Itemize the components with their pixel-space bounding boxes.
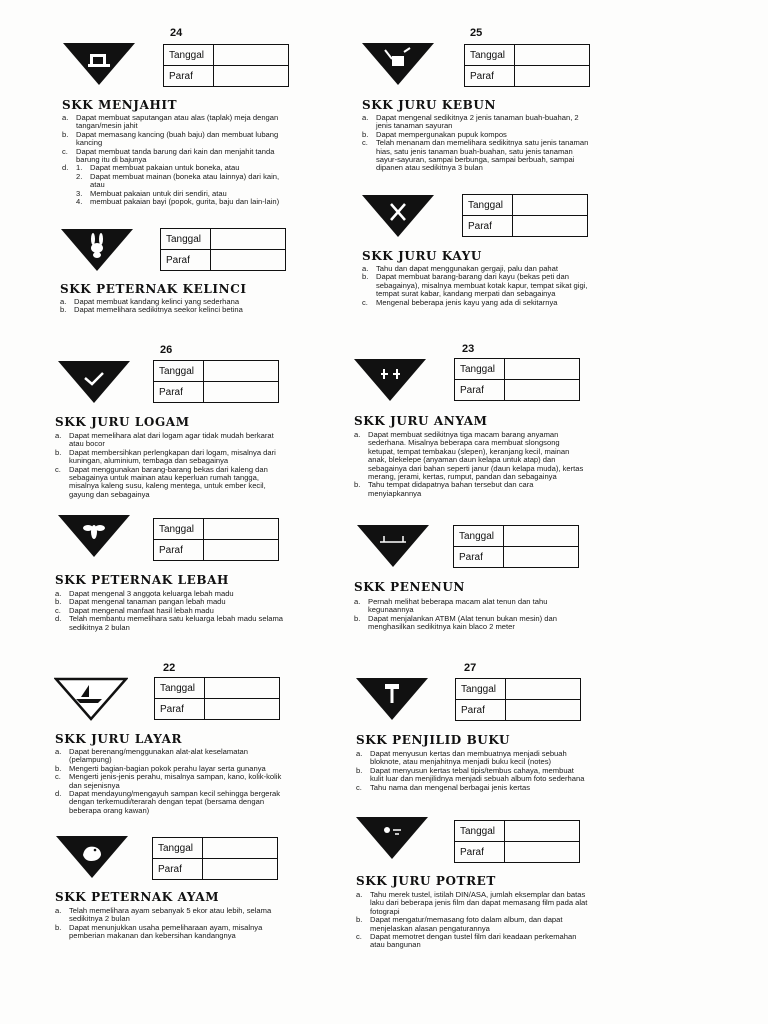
list-item: a. Dapat mengenal sedikitnya 2 jenis tanaman buah-buahan, 2 jenis tanaman sayuran (362, 113, 579, 131)
tanggal-label: Tanggal (456, 679, 506, 700)
requirements-list (362, 265, 594, 307)
list-item: d. Dapat mendayung/mengayuh sampan kecil sehingga bergerak dengan terkemudi/terarah dengan tepat (bersama dengan beberapa orang kawan) (55, 789, 281, 815)
skk-title: SKK PETERNAK LEBAH (55, 573, 229, 587)
list-item: b. Dapat menyusun kertas tebal tipis/tembus cahaya, membuat kulit luar dan menjilidnya menjadi sebuah album foto sederhana (356, 765, 585, 784)
paraf-label: Paraf (456, 700, 506, 721)
signature-table (163, 44, 289, 87)
requirements-list (55, 907, 287, 941)
paraf-field[interactable] (505, 842, 580, 863)
requirements-list (60, 298, 300, 315)
tanggal-field[interactable] (505, 359, 580, 380)
tanggal-label: Tanggal (455, 821, 505, 842)
paraf-field[interactable] (214, 66, 289, 87)
metal-tools-icon (57, 360, 131, 404)
list-item: b. Dapat menunjukkan usaha pemeliharaan ayam, misalnya pemberian makanan dan kebersihan kandangnya (55, 922, 263, 941)
tanggal-field[interactable] (203, 838, 278, 859)
sailboat-icon (54, 677, 128, 721)
tanggal-label: Tanggal (155, 678, 205, 699)
sewing-machine-icon (62, 42, 136, 86)
bee-icon (57, 514, 131, 558)
chicken-icon (55, 835, 129, 879)
tanggal-label: Tanggal (154, 361, 204, 382)
badge-juru-kebun (361, 42, 435, 86)
list-item: a. Tahu dan dapat menggunakan gergaji, palu dan pahat (362, 264, 558, 273)
paraf-field[interactable] (211, 250, 286, 271)
requirements-list (356, 891, 588, 950)
tanggal-label: Tanggal (154, 519, 204, 540)
badge-penjilid-buku (355, 677, 429, 721)
tanggal-label: Tanggal (454, 526, 504, 547)
requirements-list (354, 598, 586, 632)
list-item: b. Tahu tempat didapatnya bahan tersebut dan cara menyiapkannya (354, 480, 534, 498)
list-item: b. Dapat mempergunakan pupuk kompos (362, 129, 507, 139)
badge-juru-anyam (353, 358, 427, 402)
paraf-label: Paraf (153, 859, 203, 880)
skk-title: SKK MENJAHIT (62, 98, 178, 112)
list-item: b. Dapat mengatur/memasang foto dalam album, dan dapat menjelaskan alasan pengaturannya (356, 915, 563, 933)
badge-juru-layar (54, 677, 128, 721)
tanggal-field[interactable] (505, 821, 580, 842)
list-item: b. Dapat menjalankan ATBM (Alat tenun bukan mesin) dan menghasilkan sedikitnya kain blaco 2 meter (354, 613, 557, 632)
signature-table (152, 837, 278, 880)
skk-title: SKK PETERNAK KELINCI (60, 282, 247, 296)
list-item: c. Dapat memotret dengan tustel film dari keadaan perkemahan atau bangunan (356, 932, 577, 950)
tanggal-field[interactable] (214, 45, 289, 66)
crossed-tools-icon (361, 194, 435, 238)
paraf-field[interactable] (515, 66, 590, 87)
skk-title: SKK JURU LAYAR (55, 732, 183, 746)
list-item: b. Dapat membersihkan perlengkapan dari logam, misalnya dari kuningan, aluminium, tembaga dan sebagainya (55, 447, 276, 466)
badge-peternak-kelinci (60, 228, 134, 272)
badge-penenun (356, 524, 430, 568)
skk-title: SKK JURU POTRET (356, 874, 496, 888)
skk-title: SKK JURU ANYAM (354, 414, 488, 428)
list-item: d. 1. Dapat membuat pakaian untuk boneka, atau 2. Dapat membuat mainan (boneka atau lainnya) dari kain, atau 3. Membuat pakaian untuk diri sendiri, atau 4. membuat pakaian bayi (popok, gurita, baju dan lain-lain) (62, 163, 280, 207)
list-item: a. Tahu merek tustel, istilah DIN/ASA, jumlah eksemplar dan batas laku dari beberapa jenis film dan dapat memasang film pada alat fotograpi (356, 890, 588, 916)
paraf-label: Paraf (164, 66, 214, 87)
list-item: a. Dapat memelihara alat dari logam agar tidak mudah berkarat atau bocor (55, 431, 274, 449)
requirements-list (55, 748, 287, 815)
list-item: a. Telah memelihara ayam sebanyak 5 ekor atau lebih, selama sedikitnya 2 bulan (55, 906, 272, 924)
watering-can-icon (361, 42, 435, 86)
skk-title: SKK PETERNAK AYAM (55, 890, 220, 904)
signature-table (154, 677, 280, 720)
page-number: 27 (464, 662, 477, 674)
tanggal-field[interactable] (205, 678, 280, 699)
paraf-field[interactable] (204, 540, 279, 561)
badge-peternak-lebah (57, 514, 131, 558)
loom-icon (356, 524, 430, 568)
paraf-label: Paraf (463, 216, 513, 237)
paraf-label: Paraf (455, 842, 505, 863)
list-item: c. Tahu nama dan mengenal berbagai jenis kertas (356, 782, 530, 792)
signature-table (455, 678, 581, 721)
list-item: b. Dapat memasang kancing (buah baju) dan membuat lubang kancing (62, 129, 279, 148)
list-item: a. Dapat membuat kandang kelinci yang sederhana (60, 297, 240, 306)
list-item: b. Mengerti bagian-bagian pokok perahu layar serta gunanya (55, 763, 266, 773)
badge-juru-potret (355, 816, 429, 860)
requirements-list (55, 590, 287, 632)
requirements-list (356, 750, 588, 792)
signature-table (454, 820, 580, 863)
rabbit-icon (60, 228, 134, 272)
list-item: a. Pernah melihat beberapa macam alat tenun dan tahu kegunaannya (354, 597, 548, 615)
tanggal-label: Tanggal (164, 45, 214, 66)
camera-icon (355, 816, 429, 860)
list-item: a. Dapat membuat saputangan atau alas (taplak) meja dengan tangan/mesin jahit (62, 113, 279, 131)
list-item: c. Mengenal beberapa jenis kayu yang ada di sekitarnya (362, 297, 558, 307)
page-number: 24 (170, 27, 183, 39)
paraf-field[interactable] (504, 547, 579, 568)
paraf-label: Paraf (454, 547, 504, 568)
tanggal-label: Tanggal (161, 229, 211, 250)
page-number: 23 (462, 343, 475, 355)
tanggal-label: Tanggal (463, 195, 513, 216)
tanggal-field[interactable] (504, 526, 579, 547)
page-number: 22 (163, 662, 176, 674)
list-item: c. Dapat menggunakan barang-barang bekas dari kaleng dan sebagainya untuk mainan atau keperluan rumah tangga, misalnya kaleng susu, kaleng mentega, untuk ember kecil, gayung dan sebagainya (55, 464, 268, 499)
signature-table (454, 358, 580, 401)
paraf-field[interactable] (505, 380, 580, 401)
tanggal-label: Tanggal (455, 359, 505, 380)
skk-title: SKK JURU LOGAM (55, 415, 190, 429)
skk-title: SKK PENENUN (354, 580, 465, 594)
signature-table (160, 228, 286, 271)
signature-table (153, 360, 279, 403)
skk-title: SKK JURU KAYU (362, 249, 482, 263)
list-item: b. Dapat membuat barang-barang dari kayu (bekas peti dan sebagainya), misalnya membuat kotak kapur, tempat sikat gigi, tempat surat kabar, kandang merpati dan sebagainya (362, 272, 588, 299)
paraf-field[interactable] (203, 859, 278, 880)
tanggal-label: Tanggal (465, 45, 515, 66)
list-item: b. Dapat memelihara sedikitnya seekor kelinci betina (60, 305, 243, 315)
requirements-list (55, 432, 287, 499)
paraf-field[interactable] (205, 699, 280, 720)
signature-table (462, 194, 588, 237)
paraf-label: Paraf (155, 699, 205, 720)
paraf-label: Paraf (161, 250, 211, 271)
list-item: a. Dapat mengenal 3 anggota keluarga lebah madu (55, 589, 234, 598)
list-item: d. Telah membantu memelihara satu keluarga lebah madu selama sedikitnya 2 bulan (55, 614, 284, 632)
tanggal-field[interactable] (211, 229, 286, 250)
list-item: b. Dapat mengenal tanaman pangan lebah madu (55, 597, 226, 607)
paraf-field[interactable] (513, 216, 588, 237)
paraf-label: Paraf (154, 382, 204, 403)
tanggal-field[interactable] (513, 195, 588, 216)
badge-menjahit (62, 42, 136, 86)
tanggal-field[interactable] (204, 361, 279, 382)
list-item: a. Dapat membuat sedikitnya tiga macam barang anyaman sederhana. Misalnya beberapa cara membuat slongsong ketupat, tempat tembakau (slepen), keranjang kecil, mainan anak, blekelepe (anyaman daun kelapa untuk atap) dan sebagainya dari bahan seperti janur (daun kelapa muda), kertas merang, jerami, kertas, rumput, pandan dan sebagainya (354, 430, 584, 482)
paraf-field[interactable] (204, 382, 279, 403)
tanggal-field[interactable] (506, 679, 581, 700)
badge-juru-logam (57, 360, 131, 404)
hammer-book-icon (355, 677, 429, 721)
list-item: c. Dapat mengenal manfaat hasil lebah madu (55, 605, 214, 615)
paraf-label: Paraf (455, 380, 505, 401)
signature-table (453, 525, 579, 568)
tanggal-field[interactable] (204, 519, 279, 540)
list-item: c. Telah menanam dan memelihara sedikitnya satu jenis tanaman hias, satu jenis tanaman buah-buahan, satu jenis tanaman sayur-sayuran, sampai berbunga, sampai berbuah, sampai dipanen atau sedikitnya 3 bulan (362, 138, 589, 173)
paraf-label: Paraf (154, 540, 204, 561)
signature-table (153, 518, 279, 561)
weaving-icon (353, 358, 427, 402)
badge-peternak-ayam (55, 835, 129, 879)
skk-title: SKK PENJILID BUKU (356, 733, 511, 747)
list-item: c. Dapat membuat tanda barung dari kain dan menjahit tanda barung itu di bajunya (62, 146, 275, 165)
list-item: c. Mengerti jenis-jenis perahu, misalnya sampan, kano, kolik-kolik dan sejenisnya (55, 772, 282, 790)
list-item: a. Dapat menyusun kertas dan membuatnya menjadi sebuah bloknote, atau menjahitnya menjadi buku kecil (notes) (356, 749, 567, 767)
tanggal-label: Tanggal (153, 838, 203, 859)
skk-title: SKK JURU KEBUN (362, 98, 497, 112)
badge-juru-kayu (361, 194, 435, 238)
paraf-field[interactable] (506, 700, 581, 721)
signature-table (464, 44, 590, 87)
page-number: 25 (470, 27, 483, 39)
requirements-list (362, 114, 594, 173)
page-number: 26 (160, 344, 173, 356)
tanggal-field[interactable] (515, 45, 590, 66)
requirements-list (62, 114, 290, 206)
paraf-label: Paraf (465, 66, 515, 87)
list-item: a. Dapat berenang/menggunakan alat-alat keselamatan (pelampung) (55, 747, 248, 765)
requirements-list (354, 431, 586, 498)
